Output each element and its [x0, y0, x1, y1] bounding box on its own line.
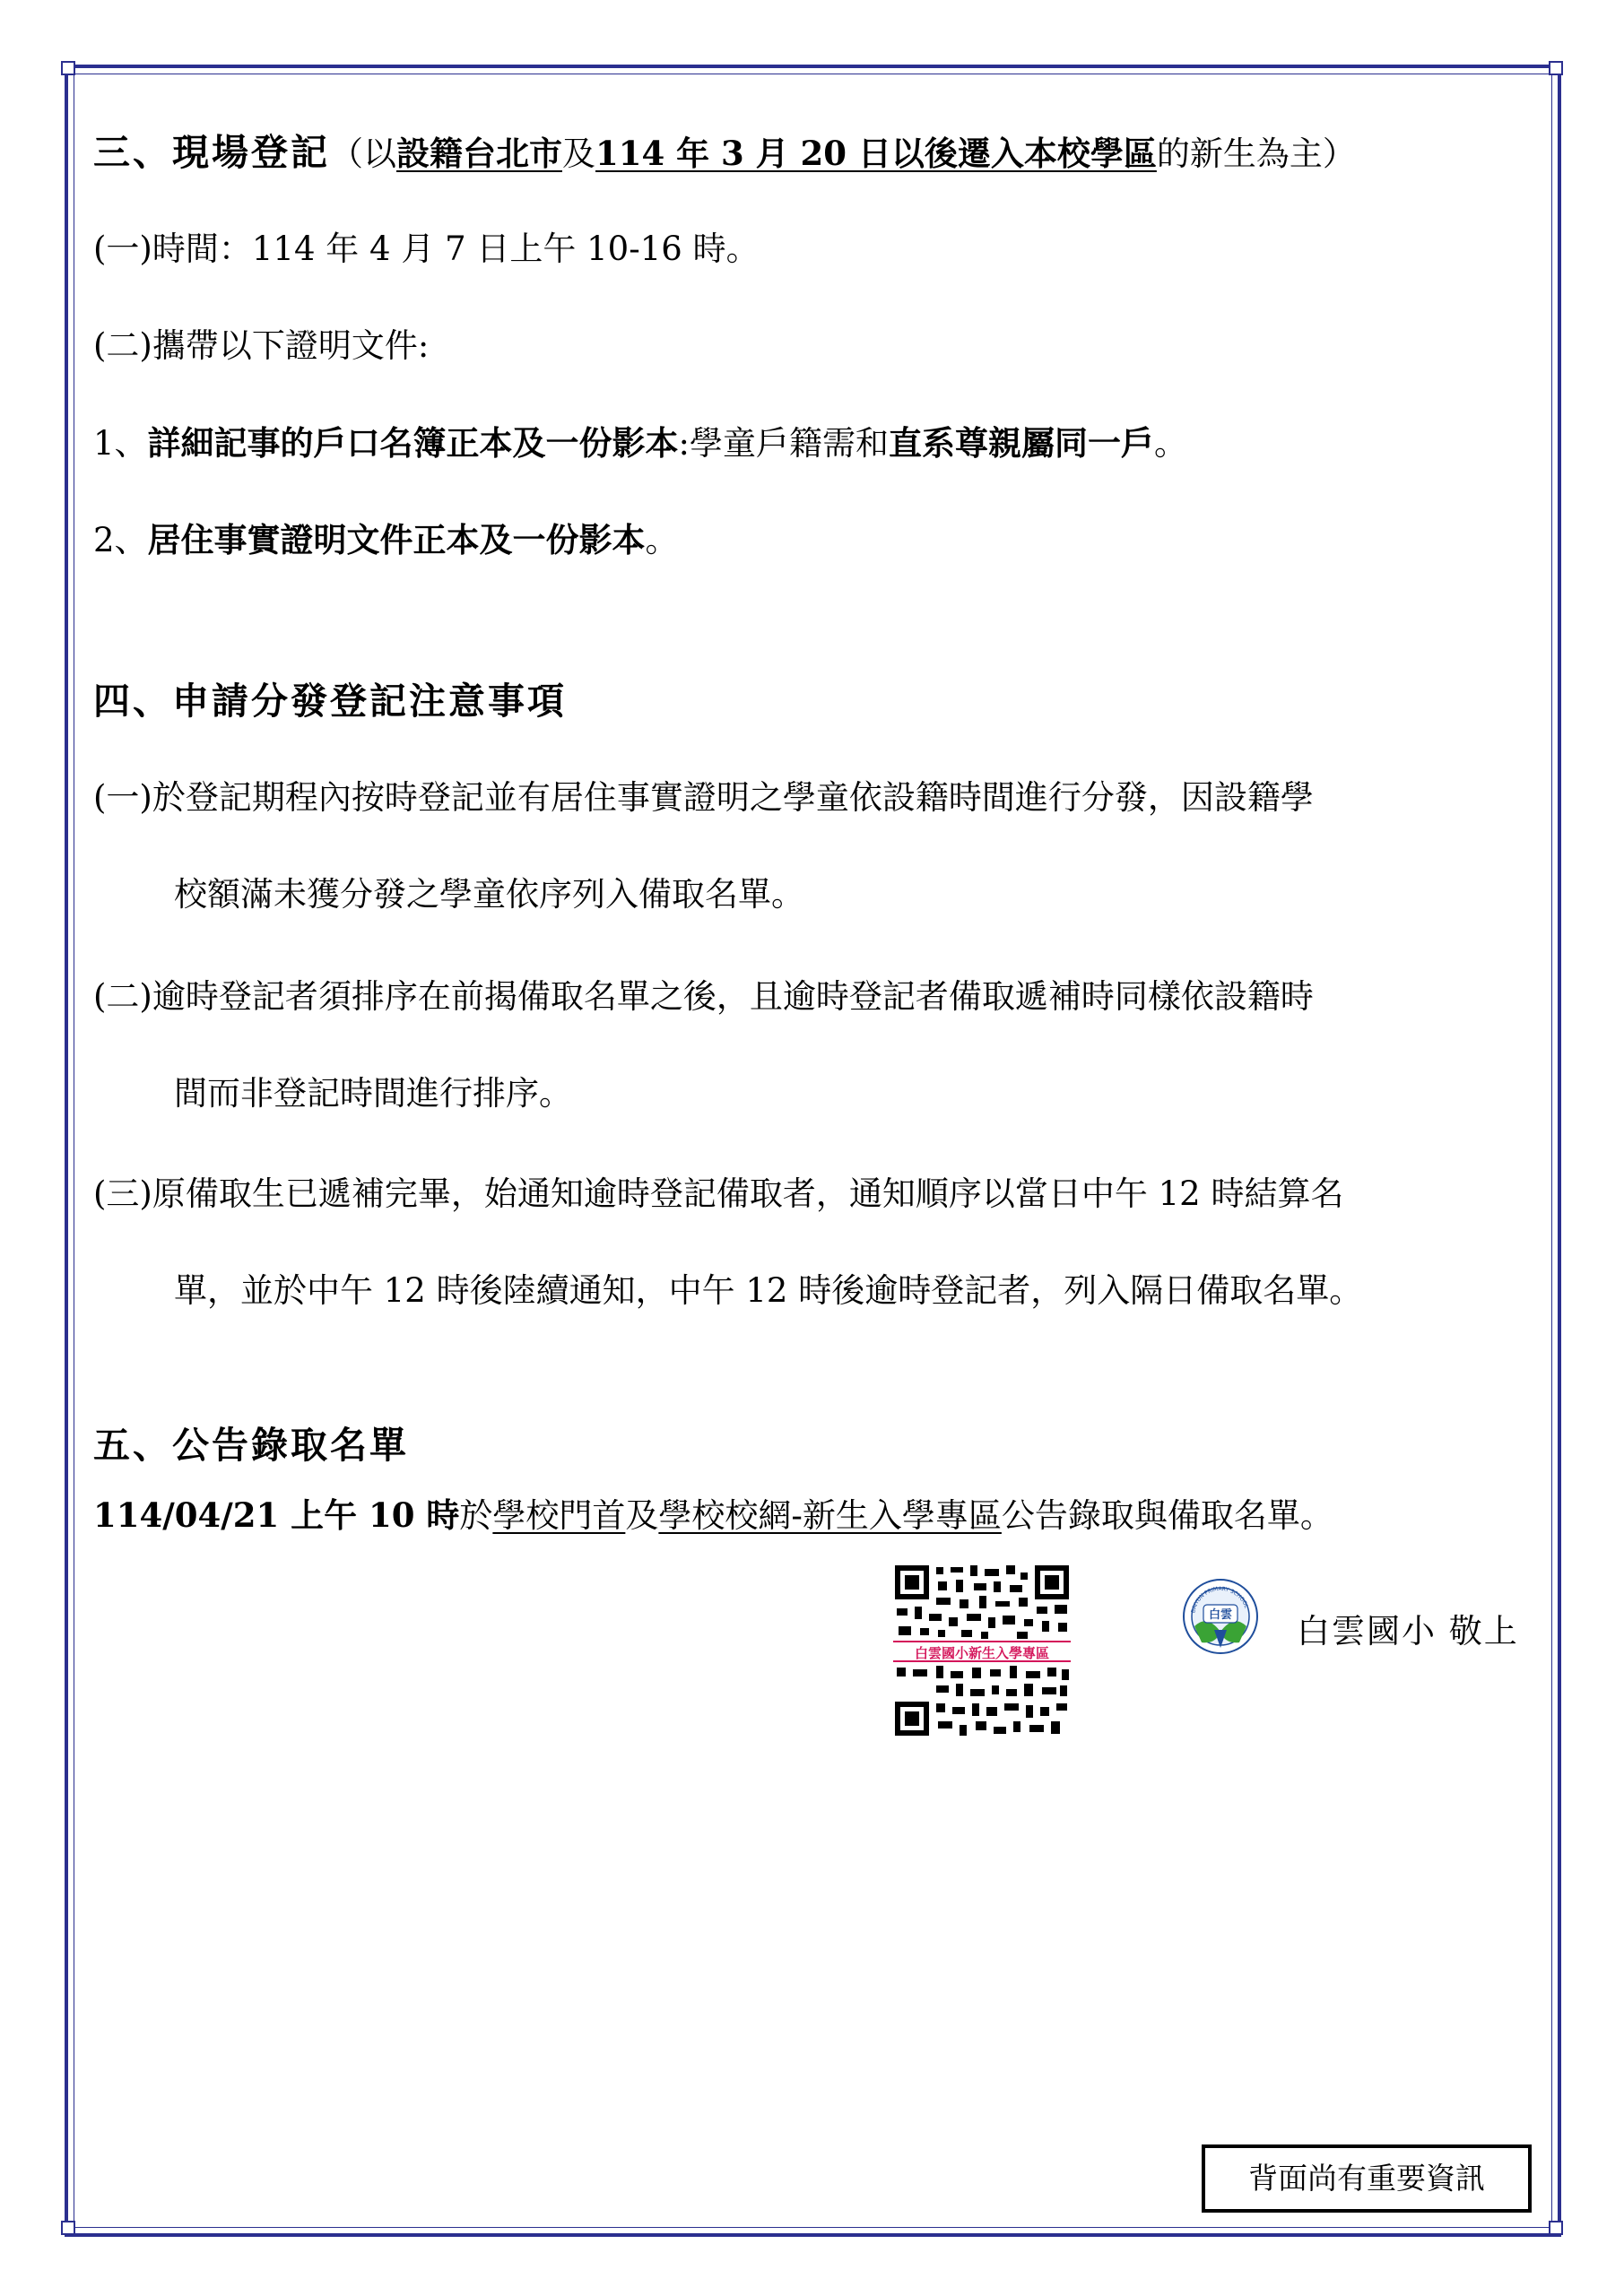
doc1-prefix: 1、: [93, 424, 148, 463]
doc1-mid: :學童戶籍需和: [678, 424, 890, 463]
section3-doc2: [93, 520, 679, 560]
doc1-end: 。: [1154, 424, 1188, 463]
announce-end: 公告錄取與備取名單。: [1001, 1496, 1333, 1535]
signature: 白雲國小 敬上: [1297, 1612, 1519, 1651]
section4-heading: 四、申請分發登記注意事項: [93, 680, 567, 723]
section3-time: (一)時間：114 年 4 月 7 日上午 10-16 時。: [93, 230, 760, 268]
logo-text: 白雲: [1208, 1608, 1233, 1622]
section3-note-mid: 及: [562, 134, 595, 173]
announce-mid2: 及: [625, 1496, 659, 1535]
section3-note-date: 114 年 3 月 20 日以後遷入本校學區: [595, 134, 1157, 173]
doc2-prefix: 2、: [93, 521, 148, 559]
section3-heading-line: [93, 133, 1356, 174]
section3-docs-intro: (二)攜帶以下證明文件:: [93, 326, 430, 365]
doc2-residence-proof: 居住事實證明文件正本及一份影本: [147, 520, 646, 559]
section3-note-taipei: 設籍台北市: [396, 134, 562, 173]
school-logo: [1182, 1578, 1259, 1655]
announce-school-website: 學校校網-新生入學專區: [658, 1496, 1002, 1535]
announce-mid1: 於: [459, 1496, 493, 1535]
qr-caption: 白雲國小新生入學專區: [893, 1641, 1071, 1662]
section4-item1-line1: (一)於登記期程內按時登記並有居住事實證明之學童依設籍時間進行分發，因設籍學: [93, 778, 1314, 817]
section4-item3-line1: (三)原備取生已遞補完畢，始通知逾時登記備取者，通知順序以當日中午 12 時結算名: [93, 1174, 1344, 1213]
section4-item2-line2: 間而非登記時間進行排序。: [174, 1074, 572, 1113]
section5-heading: 五、公告錄取名單: [93, 1424, 409, 1467]
doc1-household-register: 詳細記事的戶口名簿正本及一份影本: [147, 423, 679, 463]
qr-code: [893, 1564, 1071, 1737]
announce-school-gate: 學校門首: [492, 1496, 626, 1535]
border-corner: [1549, 61, 1563, 75]
announce-datetime: 114/04/21 上午 10 時: [93, 1495, 460, 1535]
border-corner: [61, 2221, 75, 2235]
section3-note-open: （以: [330, 134, 396, 173]
logo-ring-text: BAIYUN PRIMARY SCHOOL: [1190, 1585, 1250, 1614]
page-border-inner: [74, 74, 1552, 2228]
doc2-end: 。: [645, 521, 679, 559]
section4-item2-line1: (二)逾時登記者須排序在前揭備取名單之後，且逾時登記者備取遞補時同樣依設籍時: [93, 977, 1314, 1016]
doc1-lineal-relative: 直系尊親屬同一戶: [889, 423, 1155, 463]
border-corner: [1549, 2221, 1563, 2235]
section3-heading: 三、現場登記: [93, 131, 330, 174]
border-corner: [61, 61, 75, 75]
section4-item3-line2: 單，並於中午 12 時後陸續通知，中午 12 時後逾時登記者，列入隔日備取名單。: [174, 1271, 1363, 1310]
section4-item1-line2: 校額滿未獲分發之學童依序列入備取名單。: [174, 875, 804, 914]
section3-note-close: 的新生為主）: [1156, 134, 1356, 173]
back-page-notice: 背面尚有重要資訊: [1202, 2144, 1532, 2213]
section5-announcement: [93, 1495, 1333, 1536]
section3-doc1: [93, 423, 1187, 464]
